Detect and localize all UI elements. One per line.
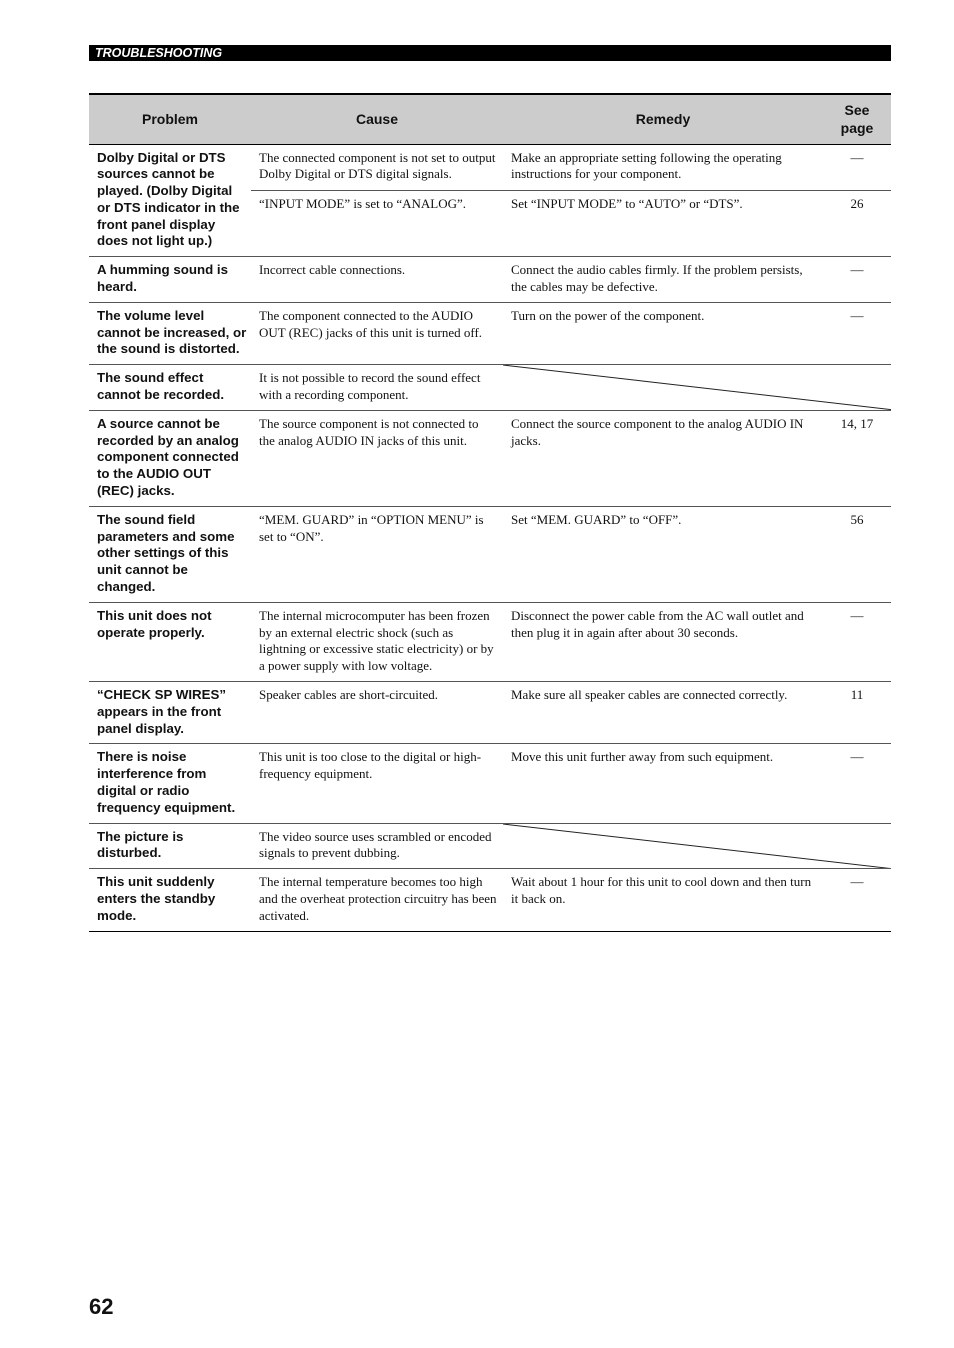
table-header-row [89,94,891,144]
cause-cell: The connected component is not set to output Dolby Digital or DTS digital signals. [251,144,503,191]
problem-cell: A humming sound is heard. [89,257,251,303]
cause-cell: “MEM. GUARD” in “OPTION MENU” is set to “ON”. [251,506,503,602]
cause-cell: Speaker cables are short-circuited. [251,682,503,744]
cause-cell: The internal temperature becomes too high and the overheat protection circuitry has been activated. [251,869,503,931]
problem-cell: This unit does not operate properly. [89,602,251,681]
column-header-problem: Problem [89,94,251,144]
page-cell: — [823,144,891,191]
page-cell: 56 [823,506,891,602]
problem-cell: The picture is disturbed. [89,823,251,869]
cause-cell: “INPUT MODE” is set to “ANALOG”. [251,191,503,257]
page-cell: — [823,869,891,931]
cause-cell: The internal microcomputer has been frozen by an external electric shock (such as lightning or excessive static electricity) or by a power supply with low voltage. [251,602,503,681]
column-header-remedy: Remedy [503,94,823,144]
page-number: 62 [89,1294,114,1319]
cause-cell: It is not possible to record the sound effect with a recording component. [251,365,503,411]
table-row [89,744,891,823]
table-row [89,602,891,681]
remedy-cell: Move this unit further away from such equipment. [503,744,823,823]
column-header-see-page: See page [823,94,891,144]
cause-cell: The component connected to the AUDIO OUT (REC) jacks of this unit is turned off. [251,302,503,364]
page-cell: — [823,302,891,364]
problem-cell: The sound effect cannot be recorded. [89,365,251,411]
column-header-cause: Cause [251,94,503,144]
page-cell: 26 [823,191,891,257]
table-row [89,410,891,506]
remedy-cell: Set “INPUT MODE” to “AUTO” or “DTS”. [503,191,823,257]
cause-cell: The source component is not connected to the analog AUDIO IN jacks of this unit. [251,410,503,506]
problem-cell: This unit suddenly enters the standby mode. [89,869,251,931]
remedy-cell: Connect the audio cables firmly. If the problem persists, the cables may be defective. [503,257,823,303]
problem-cell: The volume level cannot be increased, or the sound is distorted. [89,302,251,364]
table-row [89,869,891,931]
table-row [89,682,891,744]
remedy-cell: Make an appropriate setting following the operating instructions for your component. [503,144,823,191]
diagonal-strike-line [503,365,891,410]
page-cell: 11 [823,682,891,744]
problem-cell: The sound field parameters and some other settings of this unit cannot be changed. [89,506,251,602]
troubleshooting-table [89,93,891,932]
remedy-cell: Set “MEM. GUARD” to “OFF”. [503,506,823,602]
problem-cell: There is noise interference from digital or radio frequency equipment. [89,744,251,823]
cause-cell: This unit is too close to the digital or high-frequency equipment. [251,744,503,823]
page-cell: 14, 17 [823,410,891,506]
not-applicable-cell [503,823,891,869]
cause-cell: The video source uses scrambled or encoded signals to prevent dubbing. [251,823,503,869]
remedy-cell: Turn on the power of the component. [503,302,823,364]
problem-cell: A source cannot be recorded by an analog component connected to the AUDIO OUT (REC) jacks. [89,410,251,506]
diagonal-strike-line [503,824,891,869]
table-row [89,144,891,191]
table-row [89,823,891,869]
remedy-cell: Disconnect the power cable from the AC wall outlet and then plug it in again after about 30 seconds. [503,602,823,681]
remedy-cell: Wait about 1 hour for this unit to cool down and then turn it back on. [503,869,823,931]
table-row [89,506,891,602]
page-cell: — [823,257,891,303]
not-applicable-cell [503,365,891,411]
problem-cell: “CHECK SP WIRES” appears in the front panel display. [89,682,251,744]
remedy-cell: Connect the source component to the analog AUDIO IN jacks. [503,410,823,506]
section-header: TROUBLESHOOTING [89,45,891,61]
table-row [89,302,891,364]
page-cell: — [823,602,891,681]
table-row [89,257,891,303]
remedy-cell: Make sure all speaker cables are connected correctly. [503,682,823,744]
page-cell: — [823,744,891,823]
table-row [89,365,891,411]
cause-cell: Incorrect cable connections. [251,257,503,303]
problem-cell: Dolby Digital or DTS sources cannot be played. (Dolby Digital or DTS indicator in the front panel display does not light up.) [89,144,251,257]
